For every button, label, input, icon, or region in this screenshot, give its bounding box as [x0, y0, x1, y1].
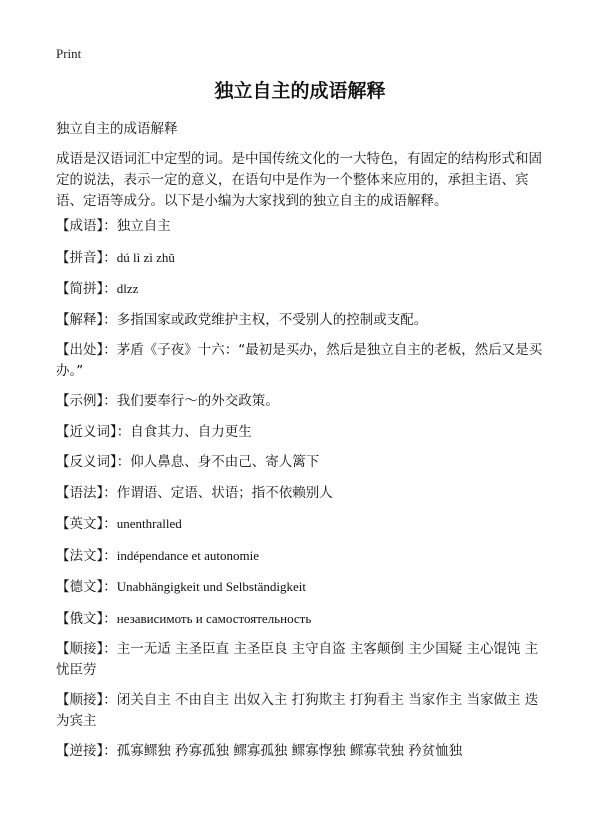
entry-key: 【成语】：: [56, 218, 117, 234]
entry-key: 【法文】：: [56, 547, 117, 564]
entry-value: indépendance et autonomie: [116, 547, 259, 563]
entry-pinyin: [56, 247, 548, 269]
entry-value: Unabhängigkeit und Selbständigkeit: [116, 579, 306, 594]
entry-value: независимоть и самостоятельность: [116, 610, 312, 626]
entry-value: dlzz: [116, 281, 139, 296]
entry-jinyici: [56, 422, 548, 443]
entry-chengyu: [56, 216, 548, 237]
entry-chuchu: [56, 340, 548, 382]
entry-value: 主一无适 主圣臣直 主圣臣良 主守自盗 主客颠倒 主少国疑 主心馄饨 主忧臣劳: [56, 641, 539, 678]
entry-shunjie-2: [56, 690, 548, 732]
entry-key: 【俄文】：: [56, 610, 117, 627]
entry-ewen: [56, 608, 548, 630]
entry-value: 多指国家或政党维护主权，不受别人的控制或支配。: [116, 311, 428, 328]
entry-key: 【顺接】：: [56, 692, 117, 708]
entry-fawen: [56, 545, 548, 567]
entry-nijie: [56, 741, 548, 762]
entry-key: 【解释】：: [56, 311, 117, 328]
article-subtitle: 独立自主的成语解释: [56, 121, 178, 137]
entry-key: 【反义词】：: [56, 454, 131, 470]
entry-dewen: [56, 576, 548, 598]
entry-value: 仰人鼻息、身不由己、寄人篱下: [130, 454, 320, 470]
entry-key: 【示例】：: [56, 393, 117, 409]
entry-value: 我们要奉行～的外交政策。: [116, 393, 279, 409]
entry-key: 【英文】：: [56, 516, 117, 532]
entry-key: 【拼音】：: [56, 249, 117, 266]
entry-key: 【出处】：: [56, 342, 117, 358]
entry-yufa: [56, 483, 548, 504]
entry-key: 【语法】：: [56, 484, 117, 501]
entry-value: 孤寡鳏独 矜寡孤独 鳏寡孤独 鳏寡惸独 鳏寡茕独 矜贫恤独: [116, 743, 463, 759]
page-title: 独立自主的成语解释: [214, 80, 386, 102]
entry-jieshi: [56, 310, 548, 331]
entry-yingwen: [56, 513, 548, 535]
entry-value: unenthralled: [116, 516, 182, 531]
intro-paragraph: 成语是汉语词汇中定型的词。是中国传统文化的一大特色，有固定的结构形式和固定的说法，表示一定的意义，在语句中是作为一个整体来应用的，承担主语、宾语、定语等成分。以下是小编为大家找到的独立自主的成语解释。: [56, 151, 542, 209]
entry-key: 【德文】：: [56, 579, 117, 595]
entry-value: 作谓语、定语、状语；指不依赖别人: [116, 484, 333, 501]
entry-key: 【简拼】：: [56, 281, 117, 297]
entry-shunjie-1: [56, 639, 548, 681]
entry-fanyici: [56, 452, 548, 473]
entry-value: 独立自主: [116, 218, 171, 234]
entry-key: 【顺接】：: [56, 641, 117, 657]
entry-key: 【近义词】：: [56, 423, 131, 440]
entry-value: 自食其力、自力更生: [130, 423, 252, 440]
entry-list: [56, 216, 548, 772]
print-link[interactable]: Print: [56, 46, 82, 61]
entry-shili: [56, 391, 548, 412]
entry-value: 闭关自主 不由自主 出奴入主 打狗欺主 打狗看主 当家作主 当家做主 迭为宾主: [56, 692, 539, 729]
entry-key: 【逆接】：: [56, 743, 117, 759]
entry-value: dú lì zì zhǔ: [116, 249, 175, 265]
entry-value: 茅盾《子夜》十六：“最初是买办，然后是独立自主的老板，然后又是买办。”: [56, 342, 543, 379]
entry-jianpin: [56, 278, 548, 300]
